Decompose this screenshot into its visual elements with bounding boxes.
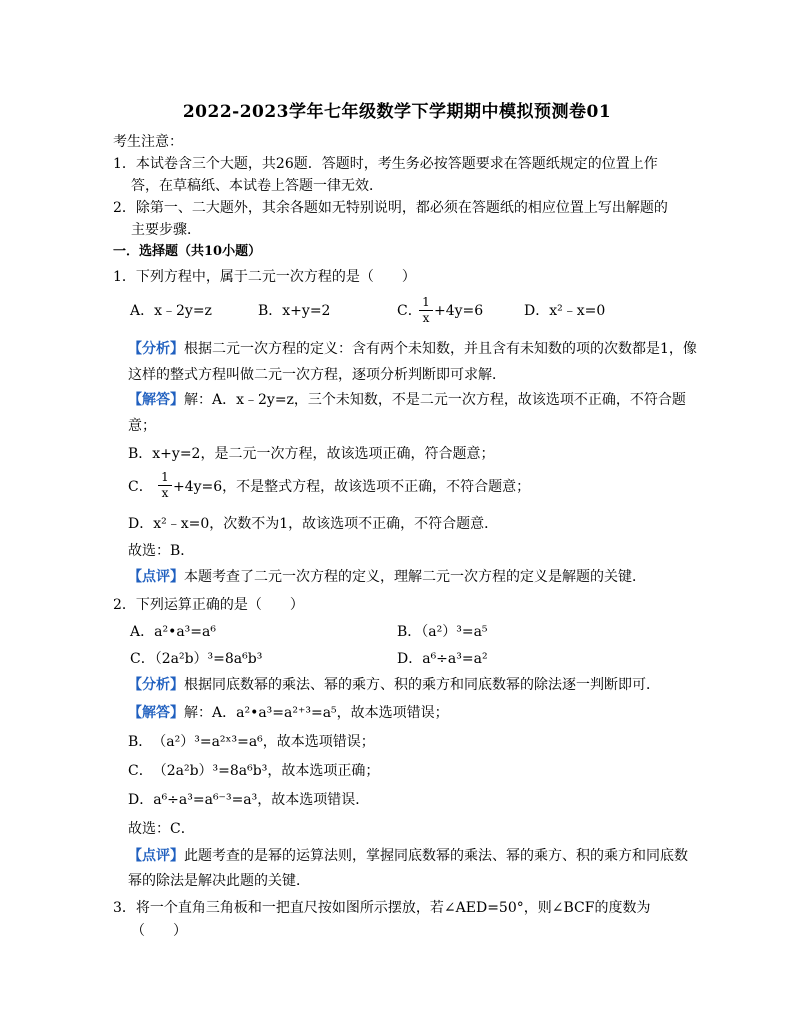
q1-option-b: B．x+y=2: [258, 303, 331, 319]
q1-option-c-numerator: 1: [422, 295, 430, 309]
q2-analysis-text: 根据同底数幂的乘法、幂的乘方、积的乘方和同底数幂的除法逐一判断即可．: [184, 677, 660, 693]
q1-stem: 1．下列方程中，属于二元一次方程的是（ ）: [113, 269, 416, 285]
analysis-tag: 【分析】: [128, 677, 184, 693]
q1-option-c: [397, 302, 422, 320]
q2-analysis: [128, 676, 660, 694]
q2-answer-a: [128, 704, 449, 722]
q2-choice: 故选：C．: [128, 821, 195, 837]
answer-tag: 【解答】: [128, 392, 184, 408]
q2-option-d: D．a⁶÷a³=a²: [397, 651, 488, 667]
notice-item-2-cont: 主要步骤．: [131, 222, 201, 238]
q2-option-c: C．（2a²b）³=8a⁶b³: [130, 651, 263, 667]
q1-analysis-cont: 这样的整式方程叫做二元一次方程，逐项分析判断即可求解．: [128, 367, 506, 383]
q3-paren: （ ）: [131, 923, 187, 939]
page-title: 2022-2023学年七年级数学下学期期中模拟预测卷01: [182, 102, 612, 122]
q1-option-c-denominator: x: [422, 311, 430, 325]
comment-tag: 【点评】: [128, 848, 184, 864]
q2-answer-b: B． （a²）³=a²ˣ³=a⁶，故本选项错误；: [128, 734, 375, 750]
q1-option-c-prefix: C．: [397, 303, 422, 319]
q2-comment-cont: 幂的除法是解决此题的关键．: [128, 873, 310, 889]
q1-analysis-text: 根据二元一次方程的定义：含有两个未知数，并且含有未知数的项的次数都是1，像: [184, 341, 697, 357]
q1-answer-c-fraction: [158, 471, 172, 500]
comment-tag: 【点评】: [128, 569, 184, 585]
analysis-tag: 【分析】: [128, 341, 184, 357]
q2-answer-a-text: 解：A．a²•a³=a²⁺³=a⁵，故本选项错误；: [184, 705, 449, 721]
q1-answer-d: D．x²﹣x=0，次数不为1，故该选项不正确，不符合题意．: [128, 516, 499, 532]
q2-answer-c: C． （2a²b）³=8a⁶b³，故本选项正确；: [128, 763, 380, 779]
q3-stem: 3．将一个直角三角板和一把直尺按如图所示摆放，若∠AED=50°，则∠BCF的度数为: [113, 900, 651, 916]
q1-option-a: A．x﹣2y=z: [130, 303, 212, 319]
q2-option-b: B．（a²）³=a⁵: [397, 624, 488, 640]
notice-heading: 考生注意：: [113, 134, 183, 150]
q1-option-d: D．x²﹣x=0: [524, 303, 606, 319]
q1-analysis: [128, 340, 697, 358]
section-heading: 一．选择题（共10小题）: [113, 244, 262, 259]
q2-comment-text: 此题考查的是幂的运算法则，掌握同底数幂的乘法、幂的乘方、积的乘方和同底数: [184, 848, 688, 864]
q1-answer-cont: 意；: [128, 418, 156, 434]
q1-option-c-rest: +4y=6: [434, 303, 484, 319]
q1-option-c-fraction: [419, 296, 433, 325]
q1-answer-text: 解：A．x﹣2y=z，三个未知数，不是二元一次方程，故该选项不正确，不符合题: [184, 392, 686, 408]
answer-tag: 【解答】: [128, 705, 184, 721]
q1-answer-c: +4y=6，不是整式方程，故该选项不正确，不符合题意；: [173, 479, 531, 495]
q1-comment-text: 本题考查了二元一次方程的定义，理解二元一次方程的定义是解题的关键．: [184, 569, 646, 585]
q1-answer-c-numerator: 1: [161, 470, 169, 484]
q2-stem: 2．下列运算正确的是（ ）: [113, 597, 304, 613]
q1-answer: [128, 391, 686, 409]
q1-comment: [128, 568, 646, 586]
q1-answer-c-denominator: x: [161, 486, 169, 500]
q1-answer-b: B．x+y=2，是二元一次方程，故该选项正确，符合题意；: [128, 446, 495, 462]
q2-answer-d: D．a⁶÷a³=a⁶⁻³=a³，故本选项错误．: [128, 792, 370, 808]
notice-item-2: 2．除第一、二大题外，其余各题如无特别说明，都必须在答题纸的相应位置上写出解题的: [113, 200, 668, 216]
q2-option-a: A．a²•a³=a⁶: [130, 624, 216, 640]
q1-choice: 故选：B．: [128, 543, 195, 559]
notice-item-1: 1．本试卷含三个大题，共26题．答题时，考生务必按答题要求在答题纸规定的位置上作: [113, 156, 658, 172]
q2-comment: [128, 847, 688, 865]
notice-item-1-cont: 答，在草稿纸、本试卷上答题一律无效．: [131, 178, 383, 194]
q1-answer-c-prefix: C．: [128, 479, 153, 495]
